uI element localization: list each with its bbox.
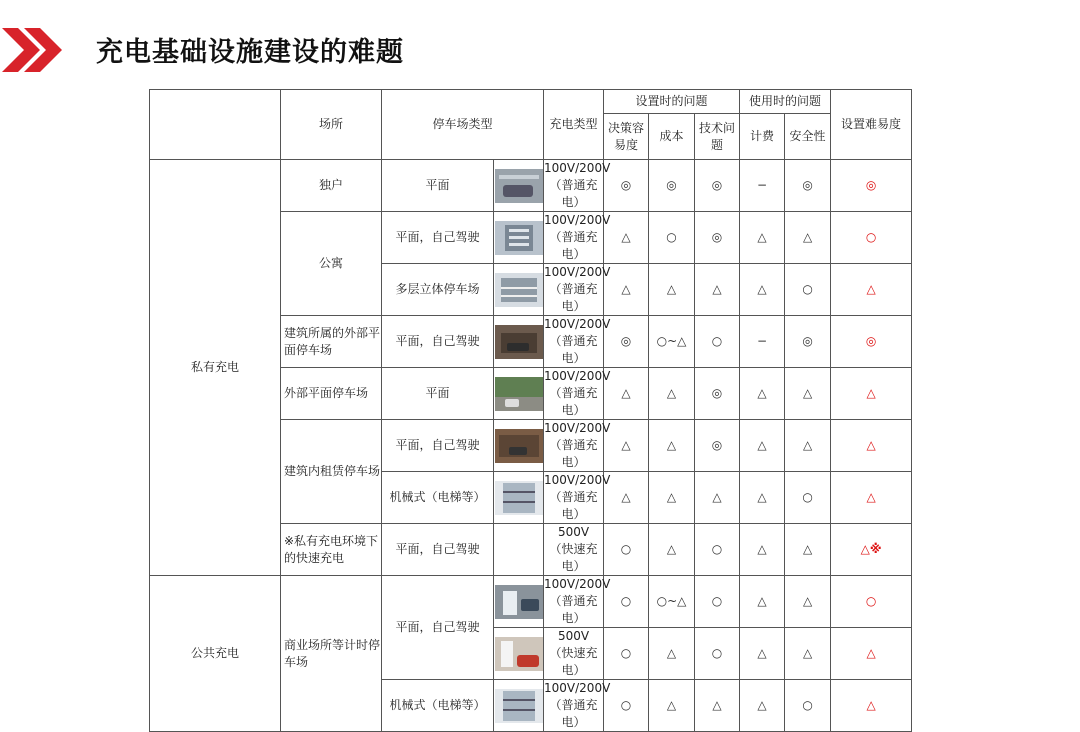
tech-cell: ◎ [695,420,740,472]
billing-cell: △ [740,472,785,524]
place-cell: 独户 [281,160,382,212]
difficulty-cell: △ [831,420,912,472]
billing-cell: △ [740,264,785,316]
decision-cell: ◎ [604,316,649,368]
parking-photo [494,420,544,472]
decision-cell: ○ [604,524,649,576]
voltage-cell: 100V/200V （普通充电） [544,420,604,472]
cost-cell: △ [649,628,695,680]
parking-cell: 平面，自己驾驶 [382,420,494,472]
decision-cell: △ [604,212,649,264]
tech-cell: ○ [695,524,740,576]
billing-cell: △ [740,212,785,264]
header-tech: 技术问题 [695,114,740,160]
garage-photo [495,325,543,359]
parking-cell: 平面 [382,368,494,420]
decision-cell: ◎ [604,160,649,212]
header-decision: 决策容易度 [604,114,649,160]
header-blank [150,90,281,160]
safety-cell: △ [785,212,831,264]
cost-cell: ◎ [649,160,695,212]
header-difficulty: 设置难易度 [831,90,912,160]
cost-cell: △ [649,680,695,732]
header-parking-type: 停车场类型 [382,90,544,160]
billing-cell: △ [740,576,785,628]
header-safety: 安全性 [785,114,831,160]
parking-cell: 平面 [382,160,494,212]
place-cell: 外部平面停车场 [281,368,382,420]
voltage-cell: 100V/200V （普通充电） [544,368,604,420]
difficulty-cell: △ [831,368,912,420]
header-setup-issues: 设置时的问题 [604,90,740,114]
tech-cell: △ [695,264,740,316]
tech-cell: ○ [695,316,740,368]
cost-cell: △ [649,264,695,316]
tech-cell: △ [695,472,740,524]
decision-cell: △ [604,368,649,420]
parking-cell: 机械式（电梯等） [382,680,494,732]
voltage-cell: 500V （快速充电） [544,628,604,680]
header-billing: 计费 [740,114,785,160]
cost-cell: △ [649,472,695,524]
voltage-cell: 100V/200V （普通充电） [544,316,604,368]
header-cost: 成本 [649,114,695,160]
parking-cell: 平面，自己驾驶 [382,524,494,576]
billing-cell: − [740,160,785,212]
infrastructure-table [149,89,912,732]
tech-cell: ◎ [695,160,740,212]
difficulty-cell: ◎ [831,316,912,368]
parking-cell: 平面，自己驾驶 [382,576,494,680]
header-use-issues: 使用时的问题 [740,90,831,114]
voltage-cell: 500V （快速充电） [544,524,604,576]
parking-photo [494,212,544,264]
decision-cell: ○ [604,576,649,628]
voltage-cell: 100V/200V （普通充电） [544,212,604,264]
carport-photo [495,169,543,203]
fast-charger-photo [495,637,543,671]
voltage-cell: 100V/200V （普通充电） [544,680,604,732]
difficulty-cell: ◎ [831,160,912,212]
billing-cell: − [740,316,785,368]
safety-cell: ◎ [785,316,831,368]
charging-station-photo [495,585,543,619]
voltage-cell: 100V/200V （普通充电） [544,576,604,628]
parking-photo [494,576,544,628]
cost-cell: ○ [649,212,695,264]
parking-photo-empty [494,524,544,576]
cost-cell: ○~△ [649,576,695,628]
billing-cell: △ [740,628,785,680]
billing-cell: △ [740,368,785,420]
parking-photo [494,160,544,212]
header-place: 场所 [281,90,382,160]
safety-cell: △ [785,368,831,420]
safety-cell: △ [785,576,831,628]
billing-cell: △ [740,680,785,732]
parking-photo [494,368,544,420]
safety-cell: ○ [785,264,831,316]
safety-cell: ○ [785,472,831,524]
parking-photo [494,264,544,316]
tech-cell: ○ [695,628,740,680]
cost-cell: △ [649,420,695,472]
safety-cell: ○ [785,680,831,732]
place-cell: 商业场所等计时停车场 [281,576,382,732]
difficulty-cell: △ [831,472,912,524]
parking-cell: 机械式（电梯等） [382,472,494,524]
parking-cell: 多层立体停车场 [382,264,494,316]
decision-cell: △ [604,420,649,472]
multilevel-parking-photo [495,273,543,307]
header-charge-type: 充电类型 [544,90,604,160]
parking-photo [494,472,544,524]
mechanical-parking-photo [495,689,543,723]
difficulty-cell: ○ [831,576,912,628]
category-private: 私有充电 [150,160,281,576]
tech-cell: ○ [695,576,740,628]
parking-photo [494,628,544,680]
place-cell: 建筑内租赁停车场 [281,420,382,524]
difficulty-cell: ○ [831,212,912,264]
difficulty-cell: △※ [831,524,912,576]
cost-cell: ○~△ [649,316,695,368]
safety-cell: △ [785,524,831,576]
voltage-cell: 100V/200V （普通充电） [544,472,604,524]
outdoor-lot-photo [495,377,543,411]
safety-cell: △ [785,628,831,680]
tech-cell: ◎ [695,368,740,420]
decision-cell: ○ [604,680,649,732]
cost-cell: △ [649,524,695,576]
safety-cell: △ [785,420,831,472]
parking-photo [494,680,544,732]
category-public: 公共充电 [150,576,281,732]
decision-cell: △ [604,472,649,524]
difficulty-cell: △ [831,264,912,316]
mechanical-parking-photo [495,481,543,515]
place-cell: 公寓 [281,212,382,316]
cost-cell: △ [649,368,695,420]
billing-cell: △ [740,420,785,472]
page-title: 充电基础设施建设的难题 [96,37,404,68]
building-photo [495,221,543,255]
parking-cell: 平面，自己驾驶 [382,212,494,264]
tech-cell: △ [695,680,740,732]
decision-cell: △ [604,264,649,316]
difficulty-cell: △ [831,628,912,680]
voltage-cell: 100V/200V （普通充电） [544,264,604,316]
decision-cell: ○ [604,628,649,680]
tech-cell: ◎ [695,212,740,264]
place-cell: 建筑所属的外部平面停车场 [281,316,382,368]
difficulty-cell: △ [831,680,912,732]
indoor-lot-photo [495,429,543,463]
voltage-cell: 100V/200V （普通充电） [544,160,604,212]
billing-cell: △ [740,524,785,576]
safety-cell: ◎ [785,160,831,212]
parking-photo [494,316,544,368]
chevron-arrows-icon [2,28,70,72]
place-cell: ※私有充电环境下的快速充电 [281,524,382,576]
parking-cell: 平面，自己驾驶 [382,316,494,368]
